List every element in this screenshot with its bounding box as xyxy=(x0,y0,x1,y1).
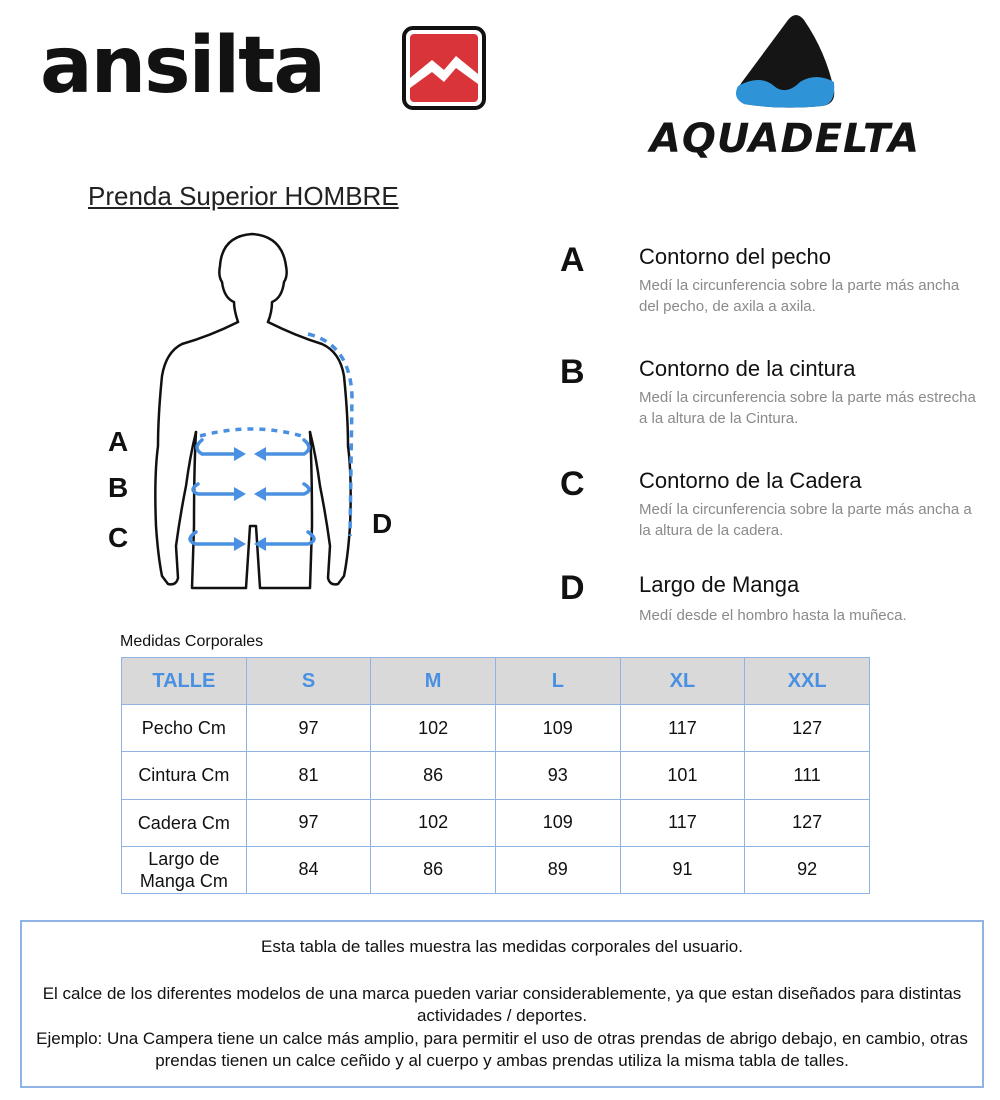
table-row xyxy=(122,705,870,752)
row-label: Largo de Manga Cm xyxy=(122,846,247,893)
measurement-description: Medí la circunferencia sobre la parte más ancha a la altura de la cadera. xyxy=(639,501,972,539)
table-cell: 97 xyxy=(246,705,371,752)
table-cell: 81 xyxy=(246,752,371,799)
table-cell: 117 xyxy=(620,705,745,752)
table-caption: Medidas Corporales xyxy=(120,633,264,650)
measurement-chest xyxy=(560,242,980,322)
measurement-waist xyxy=(560,354,980,434)
table-cell: 91 xyxy=(620,846,745,893)
figure-letter-c: C xyxy=(108,522,129,553)
table-cell: 109 xyxy=(495,705,620,752)
measurement-letter: A xyxy=(560,241,585,279)
row-label: Cadera Cm xyxy=(122,799,247,846)
table-cell: 102 xyxy=(371,705,496,752)
measurement-description: Medí desde el hombro hasta la muñeca. xyxy=(639,607,907,624)
row-label: Cintura Cm xyxy=(122,752,247,799)
aquadelta-delta-icon xyxy=(730,12,840,112)
table-cell: 109 xyxy=(495,799,620,846)
body-measurement-figure xyxy=(100,226,420,596)
measurement-letter: D xyxy=(560,569,585,607)
measurement-letter: B xyxy=(560,353,585,391)
table-cell: 102 xyxy=(371,799,496,846)
table-cell: 93 xyxy=(495,752,620,799)
header-cell-m: M xyxy=(371,658,496,705)
note-paragraph: El calce de los diferentes modelos de una marca pueden variar considerablemente, ya que estan diseñados para distintas actividades / deportes. xyxy=(42,984,962,1025)
table-cell: 97 xyxy=(246,799,371,846)
garment-title: Prenda Superior HOMBRE xyxy=(88,181,399,211)
table-row xyxy=(122,846,870,893)
measurement-title: Contorno del pecho xyxy=(639,244,832,269)
header-cell-talle: TALLE xyxy=(122,658,247,705)
table-cell: 101 xyxy=(620,752,745,799)
table-cell: 84 xyxy=(246,846,371,893)
row-label: Pecho Cm xyxy=(122,705,247,752)
figure-letter-d: D xyxy=(372,508,393,539)
table-cell: 111 xyxy=(745,752,870,799)
table-cell: 117 xyxy=(620,799,745,846)
figure-letter-a: A xyxy=(108,426,129,457)
fit-note-box xyxy=(20,920,984,1088)
header-cell-s: S xyxy=(246,658,371,705)
table-cell: 86 xyxy=(371,752,496,799)
table-cell: 127 xyxy=(745,705,870,752)
note-paragraph: Ejemplo: Una Campera tiene un calce más amplio, para permitir el uso de otras prendas de abrigo debajo, en cambio, otras prendas tienen un calce ceñido y al cuerpo y ambas prendas utiliza la misma tabla de talles. xyxy=(36,1029,968,1070)
header-cell-l: L xyxy=(495,658,620,705)
table-cell: 92 xyxy=(745,846,870,893)
measurement-description: Medí la circunferencia sobre la parte más ancha del pecho, de axila a axila. xyxy=(639,277,960,315)
header-cell-xxl: XXL xyxy=(745,658,870,705)
table-cell: 86 xyxy=(371,846,496,893)
measurement-title: Contorno de la cintura xyxy=(639,356,856,381)
table-cell: 89 xyxy=(495,846,620,893)
table-row xyxy=(122,752,870,799)
table-cell: 127 xyxy=(745,799,870,846)
measurement-letter: C xyxy=(560,465,585,503)
table-row xyxy=(122,799,870,846)
aquadelta-logo-text: AQUADELTA xyxy=(649,116,921,162)
ansilta-logo-text: ansilta xyxy=(40,21,324,111)
header-cell-xl: XL xyxy=(620,658,745,705)
measurement-title: Contorno de la Cadera xyxy=(639,468,862,493)
measurement-sleeve xyxy=(560,570,980,630)
note-paragraph: Esta tabla de talles muestra las medidas corporales del usuario. xyxy=(261,937,743,956)
measurement-hip xyxy=(560,466,980,546)
measurement-description: Medí la circunferencia sobre la parte más estrecha a la altura de la Cintura. xyxy=(639,389,976,427)
size-table xyxy=(121,657,870,894)
ansilta-mountain-icon xyxy=(402,26,486,110)
measurement-title: Largo de Manga xyxy=(639,572,800,597)
table-header-row xyxy=(122,658,870,705)
figure-letter-b: B xyxy=(108,472,129,503)
